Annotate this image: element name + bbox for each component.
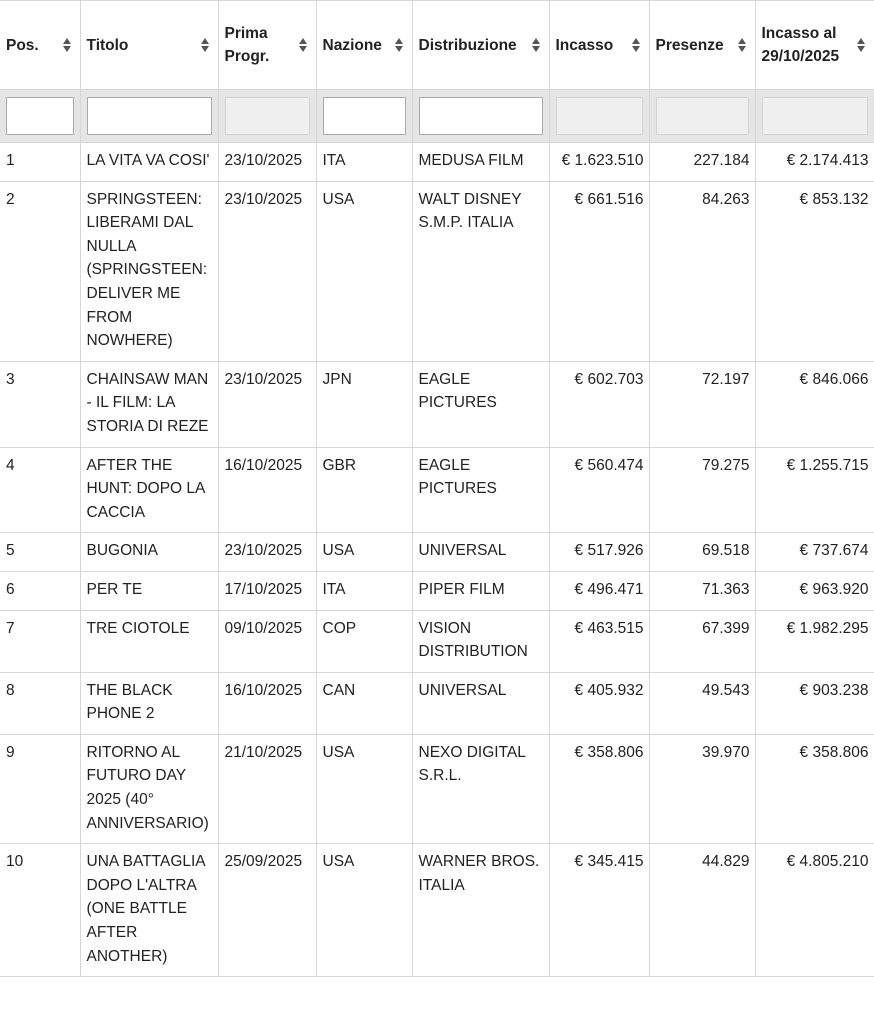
cell-titolo: BUGONIA [80,533,218,572]
cell-prima: 17/10/2025 [218,571,316,610]
cell-nazione: GBR [316,447,412,533]
cell-distribuzione: EAGLE PICTURES [412,361,549,447]
table-row [0,533,874,572]
cell-presenze: 39.970 [649,734,755,843]
cell-incasso: € 463.515 [549,610,649,672]
cell-pos: 5 [0,533,80,572]
filter-distribuzione-input[interactable] [419,97,543,135]
header-pos-label: Pos. [6,36,39,54]
header-incasso-label: Incasso [555,36,614,54]
header-distribuzione-label: Distribuzione [418,36,517,54]
filter-presenze-input [656,97,749,135]
filter-prima-input [225,97,310,135]
cell-incasso-al: € 853.132 [755,181,874,361]
header-incasso[interactable] [549,1,649,90]
cell-presenze: 67.399 [649,610,755,672]
table-body [0,143,874,977]
cell-pos: 2 [0,181,80,361]
cell-incasso-al: € 2.174.413 [755,143,874,182]
sort-icon [632,37,641,53]
header-distribuzione[interactable] [412,1,549,90]
table-row [0,734,874,843]
cell-nazione: COP [316,610,412,672]
cell-nazione: ITA [316,143,412,182]
filter-nazione-input[interactable] [323,97,406,135]
sort-icon [532,37,541,53]
cell-titolo: CHAINSAW MAN - IL FILM: LA STORIA DI REZE [80,361,218,447]
header-titolo-label: Titolo [86,36,129,54]
table-row [0,610,874,672]
cell-pos: 6 [0,571,80,610]
header-nazione[interactable] [316,1,412,90]
cell-pos: 7 [0,610,80,672]
table-row [0,181,874,361]
filter-incasso-input [556,97,643,135]
cell-titolo: AFTER THE HUNT: DOPO LA CACCIA [80,447,218,533]
header-prima-progr[interactable] [218,1,316,90]
cell-distribuzione: PIPER FILM [412,571,549,610]
cell-nazione: CAN [316,672,412,734]
cell-incasso-al: € 846.066 [755,361,874,447]
table-row [0,447,874,533]
cell-pos: 8 [0,672,80,734]
cell-pos: 3 [0,361,80,447]
header-titolo[interactable] [80,1,218,90]
cell-distribuzione: WARNER BROS. ITALIA [412,844,549,977]
cell-incasso: € 517.926 [549,533,649,572]
cell-nazione: USA [316,844,412,977]
header-presenze-label: Presenze [655,36,724,54]
cell-distribuzione: UNIVERSAL [412,672,549,734]
cell-pos: 10 [0,844,80,977]
table-row [0,143,874,182]
table-row [0,571,874,610]
sort-icon [395,37,404,53]
cell-distribuzione: MEDUSA FILM [412,143,549,182]
cell-titolo: SPRINGSTEEN: LIBERAMI DAL NULLA (SPRINGSTEEN: DELIVER ME FROM NOWHERE) [80,181,218,361]
cell-distribuzione: UNIVERSAL [412,533,549,572]
cell-incasso: € 661.516 [549,181,649,361]
header-prima-label-line1: Prima [224,25,268,42]
cell-distribuzione: WALT DISNEY S.M.P. ITALIA [412,181,549,361]
cell-incasso-al: € 963.920 [755,571,874,610]
header-presenze[interactable] [649,1,755,90]
cell-prima: 09/10/2025 [218,610,316,672]
cell-presenze: 227.184 [649,143,755,182]
cell-prima: 23/10/2025 [218,533,316,572]
cell-pos: 1 [0,143,80,182]
cell-pos: 4 [0,447,80,533]
sort-icon [201,37,210,53]
cell-incasso: € 358.806 [549,734,649,843]
cell-nazione: ITA [316,571,412,610]
cell-distribuzione: NEXO DIGITAL S.R.L. [412,734,549,843]
sort-icon [63,37,72,53]
cell-titolo: RITORNO AL FUTURO DAY 2025 (40° ANNIVERSARIO) [80,734,218,843]
cell-presenze: 49.543 [649,672,755,734]
cell-presenze: 71.363 [649,571,755,610]
cell-prima: 16/10/2025 [218,447,316,533]
cell-presenze: 72.197 [649,361,755,447]
table-row [0,361,874,447]
cell-prima: 23/10/2025 [218,143,316,182]
cell-titolo: TRE CIOTOLE [80,610,218,672]
header-incasso-al-label-line1: Incasso al [761,25,837,42]
filter-titolo-input[interactable] [87,97,212,135]
cell-incasso: € 602.703 [549,361,649,447]
cell-nazione: USA [316,181,412,361]
cell-incasso: € 496.471 [549,571,649,610]
cell-distribuzione: VISION DISTRIBUTION [412,610,549,672]
cell-prima: 21/10/2025 [218,734,316,843]
cell-presenze: 84.263 [649,181,755,361]
cell-titolo: LA VITA VA COSI' [80,143,218,182]
cell-incasso-al: € 737.674 [755,533,874,572]
cell-nazione: USA [316,734,412,843]
header-row [0,1,874,90]
cell-nazione: JPN [316,361,412,447]
sort-icon [857,37,866,53]
cell-nazione: USA [316,533,412,572]
cell-incasso: € 560.474 [549,447,649,533]
cell-prima: 16/10/2025 [218,672,316,734]
cell-incasso-al: € 4.805.210 [755,844,874,977]
table-row [0,672,874,734]
cell-prima: 23/10/2025 [218,181,316,361]
cell-presenze: 79.275 [649,447,755,533]
cell-prima: 25/09/2025 [218,844,316,977]
header-prima-label-line2: Progr. [224,48,270,65]
cell-titolo: THE BLACK PHONE 2 [80,672,218,734]
cell-pos: 9 [0,734,80,843]
filter-pos-input[interactable] [6,97,74,135]
sort-icon [299,37,308,53]
cell-prima: 23/10/2025 [218,361,316,447]
header-nazione-label: Nazione [322,36,382,54]
cell-incasso-al: € 1.982.295 [755,610,874,672]
cell-incasso-al: € 903.238 [755,672,874,734]
sort-icon [738,37,747,53]
filter-incasso-al-input [762,97,868,135]
cell-incasso: € 405.932 [549,672,649,734]
header-incasso-al-label-line2: 29/10/2025 [761,48,840,65]
cell-titolo: PER TE [80,571,218,610]
cell-distribuzione: EAGLE PICTURES [412,447,549,533]
cell-incasso: € 1.623.510 [549,143,649,182]
header-pos[interactable] [0,1,80,90]
cell-incasso-al: € 1.255.715 [755,447,874,533]
cell-incasso-al: € 358.806 [755,734,874,843]
table-row [0,844,874,977]
cell-presenze: 44.829 [649,844,755,977]
cell-titolo: UNA BATTAGLIA DOPO L'ALTRA (ONE BATTLE AFTER ANOTHER) [80,844,218,977]
cell-incasso: € 345.415 [549,844,649,977]
header-incasso-al[interactable] [755,1,874,90]
filter-row [0,90,874,143]
cell-presenze: 69.518 [649,533,755,572]
